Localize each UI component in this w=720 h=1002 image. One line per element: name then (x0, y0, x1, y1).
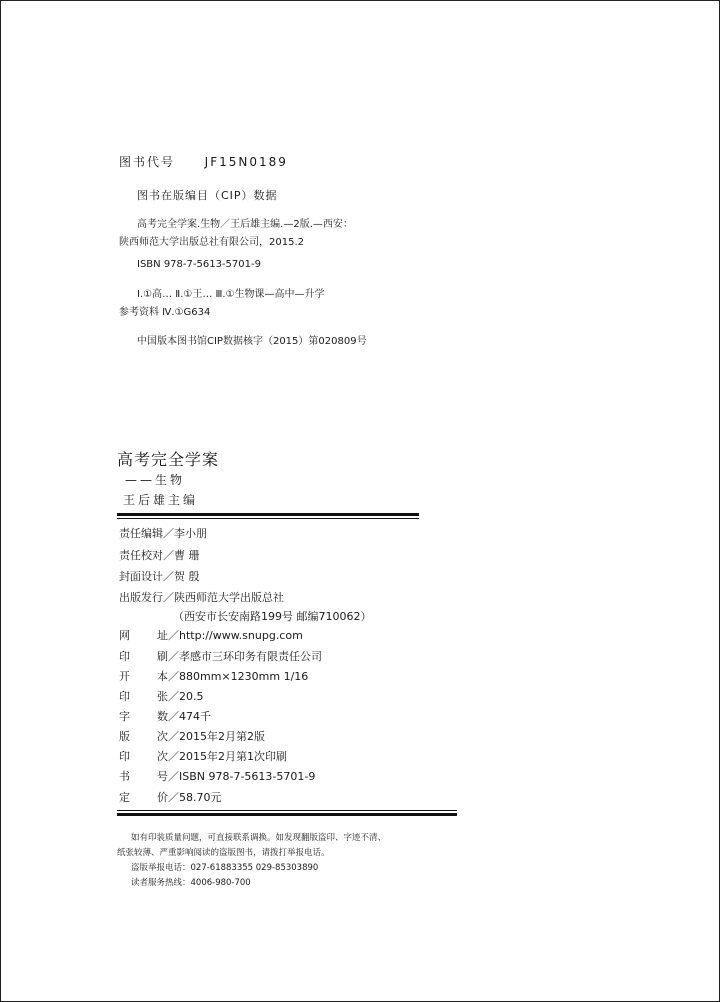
footer-piracy-hotline: 盗版举报电话：027-61883355 029-85303890 (131, 863, 319, 873)
info-row-sheets (119, 687, 204, 707)
cip-record-number: 中国版本图书馆CIP数据核字（2015）第020809号 (137, 336, 367, 347)
info-key-1: 印 (119, 690, 130, 703)
cip-line-2: 陕西师范大学出版总社有限公司，2015.2 (119, 237, 304, 248)
footer-reader-service: 读者服务热线：4006-980-700 (131, 878, 251, 888)
book-code: JF15N0189 (204, 155, 288, 169)
info-row-isbn (119, 767, 315, 787)
publisher-line: 出版发行／陕西师范大学出版总社 (119, 591, 284, 604)
info-value: 孝感市三环印务有限责任公司 (179, 650, 322, 663)
cip-title: 图书在版编目（CIP）数据 (137, 189, 278, 202)
cover-design-line: 封面设计／贺 殷 (119, 570, 200, 583)
bottom-thick-rule (117, 813, 457, 816)
info-row-printer (119, 647, 322, 667)
info-row-price (119, 788, 222, 808)
info-key-1: 印 (119, 650, 130, 663)
cip-line-classification-2: 参考资料 Ⅳ.①G634 (119, 307, 211, 318)
info-key-2: 价／ (157, 791, 179, 804)
info-key-2: 次／ (157, 750, 179, 763)
info-row-website (119, 626, 303, 646)
info-row-edition (119, 727, 265, 747)
info-key-1: 版 (119, 730, 130, 743)
book-code-line (119, 153, 288, 170)
info-key-1: 书 (119, 770, 130, 783)
info-key-2: 数／ (157, 710, 179, 723)
info-key-1: 字 (119, 710, 130, 723)
book-code-label: 图书代号 (119, 155, 176, 169)
publisher-address: （西安市长安南路199号 邮编710062） (173, 610, 372, 623)
editor-line: 责任编辑／李小朋 (119, 527, 207, 540)
info-key-2: 次／ (157, 730, 179, 743)
info-value: 20.5 (179, 690, 204, 703)
top-thin-rule (117, 518, 419, 519)
info-value: 2015年2月第1次印刷 (179, 750, 287, 763)
footer-notice-2: 纸张较薄、严重影响阅读的盗版图书，请拨打举报电话。 (117, 848, 330, 858)
info-key-1: 印 (119, 750, 130, 763)
info-key-1: 开 (119, 670, 130, 683)
info-key-2: 号／ (157, 770, 179, 783)
info-key-1: 定 (119, 791, 130, 804)
info-row-word-count (119, 707, 211, 727)
book-title: 高考完全学案 (117, 450, 220, 469)
info-value: http://www.snupg.com (179, 629, 303, 642)
info-value: 58.70元 (179, 791, 222, 804)
top-thick-rule (117, 513, 419, 516)
bottom-thin-rule (117, 810, 457, 811)
info-value: 474千 (179, 710, 211, 723)
cip-line-1: 高考完全学案.生物／王后雄主编.—2版.—西安： (137, 219, 353, 230)
info-row-printing (119, 747, 287, 767)
info-value: 2015年2月第2版 (179, 730, 265, 743)
info-value: ISBN 978-7-5613-5701-9 (179, 770, 316, 783)
info-key-2: 本／ (157, 670, 179, 683)
cip-isbn: ISBN 978-7-5613-5701-9 (137, 259, 261, 270)
book-author: 王后雄主编 (123, 493, 199, 507)
info-key-2: 址／ (157, 629, 179, 642)
info-row-format (119, 667, 308, 687)
info-key-1: 网 (119, 629, 130, 642)
info-key-2: 张／ (157, 690, 179, 703)
cip-line-classification: Ⅰ.①高… Ⅱ.①王… Ⅲ.①生物课—高中—升学 (137, 289, 325, 300)
info-value: 880mm×1230mm 1/16 (179, 670, 309, 683)
info-key-2: 刷／ (157, 650, 179, 663)
footer-notice-1: 如有印装质量问题，可直接联系调换。如发现翻版盗印、字迹不清、 (131, 833, 387, 843)
proofreader-line: 责任校对／曹 珊 (119, 549, 200, 562)
book-subtitle: ——生物 (125, 473, 186, 487)
